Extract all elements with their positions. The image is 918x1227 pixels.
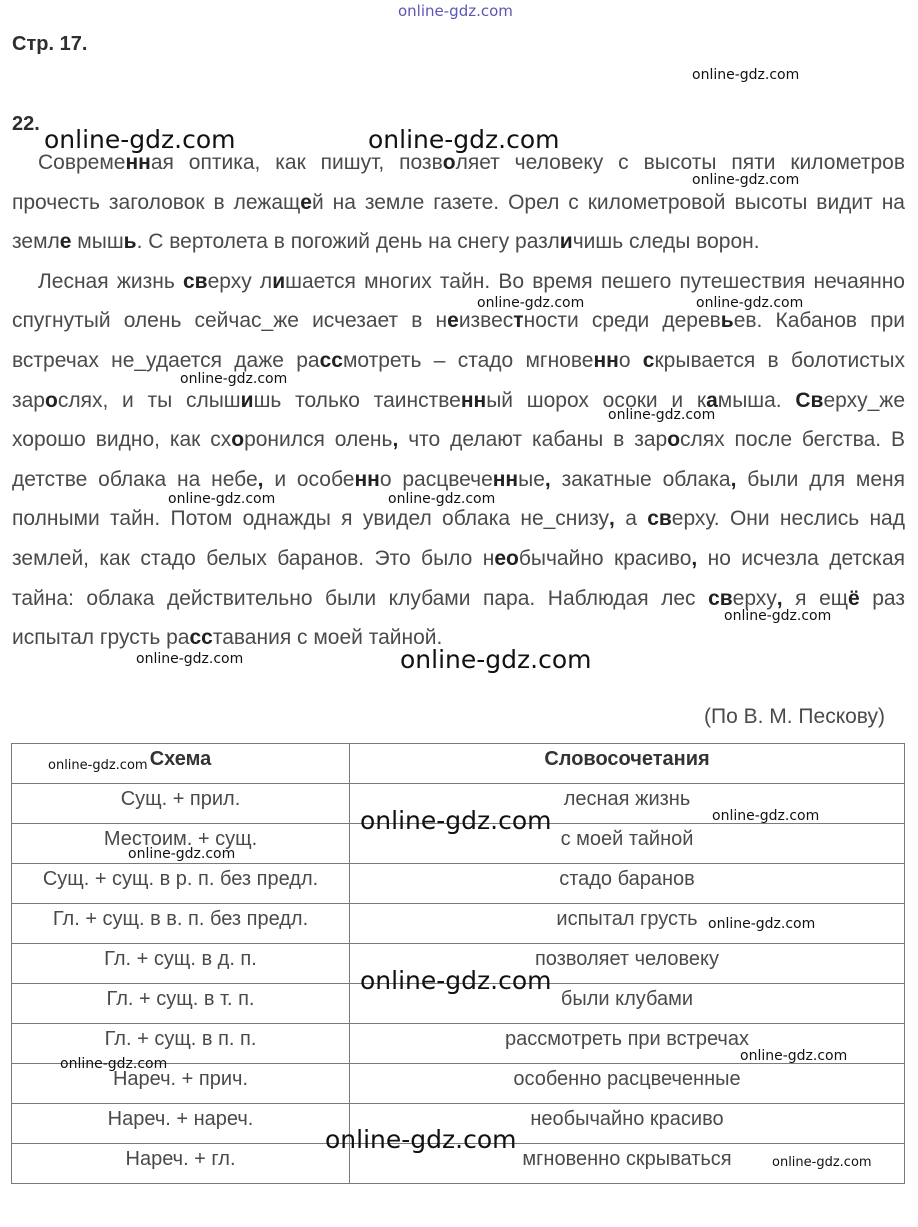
scheme-cell: Местоим. + сущ. <box>12 824 350 864</box>
highlighted-letters: нн <box>460 388 487 412</box>
watermark: online-gdz.com <box>772 1155 872 1170</box>
scheme-cell: Нареч. + гл. <box>12 1144 350 1184</box>
watermark-top: online-gdz.com <box>398 2 513 20</box>
watermark: online-gdz.com <box>136 651 244 667</box>
highlighted-letters: с <box>642 348 655 372</box>
highlighted-letters: и <box>559 230 573 254</box>
watermark: online-gdz.com <box>360 966 552 995</box>
watermark: online-gdz.com <box>168 491 276 507</box>
highlighted-letters: а <box>706 388 718 412</box>
highlighted-letters: ео <box>494 546 519 570</box>
highlighted-letters: ь <box>123 230 137 254</box>
scheme-cell: Гл. + сущ. в п. п. <box>12 1024 350 1064</box>
exercise-text <box>12 143 905 658</box>
watermark: online-gdz.com <box>60 1056 168 1072</box>
highlighted-letters: е <box>300 190 312 214</box>
highlighted-letters: , <box>544 467 551 491</box>
highlighted-letters: , <box>257 467 264 491</box>
table-row <box>12 864 905 904</box>
scheme-cell: Сущ. + прил. <box>12 784 350 824</box>
text-paragraph: Лесная жизнь сверху лишается многих тайн. Во время пешего путешествия нечаянно спугнутый олень сейчас_же исчезает в неизвестности среди деревьев. Кабанов при встречах не_удается даже рассмотреть – стадо мгновенно скрывается в болотистых зарослях, и ты слышишь только таинственный шорох осоки и камыша. Сверху_же хорошо видно, как схоронился олень, что делают кабаны в зарослях после бегства. В детстве облака на небе, и особенно расцвеченные, закатные облака, были для меня полными тайн. Потом однажды я увидел облака не_снизу, а сверху. Они неслись над землей, как стадо белых баранов. Это было необычайно красиво, но исчезла детская тайна: облака действительно были клубами пара. Наблюдая лес сверху, я ещё раз испытал грусть расставания с моей тайной. <box>12 269 906 650</box>
phrase-cell: лесная жизнь <box>350 784 905 824</box>
watermark: online-gdz.com <box>724 608 832 624</box>
highlighted-letters: и <box>272 269 286 293</box>
source-attribution: (По В. М. Пескову) <box>703 705 885 728</box>
highlighted-letters: св <box>708 586 733 610</box>
highlighted-letters: Св <box>795 388 824 412</box>
highlighted-letters: , <box>691 546 698 570</box>
text-paragraph: Современная оптика, как пишут, позволяет человеку с высоты пяти километров прочесть заголовок в лежащей на земле газете. Орел с километровой высоты видит на земле мышь. С вертолета в погожий день на снегу различишь следы ворон. <box>12 151 905 254</box>
watermark: online-gdz.com <box>388 491 496 507</box>
header-phrases: Словосочетания <box>350 744 905 784</box>
phrase-cell: стадо баранов <box>350 864 905 904</box>
watermark: online-gdz.com <box>692 172 800 188</box>
watermark: online-gdz.com <box>325 1125 517 1154</box>
scheme-cell: Гл. + сущ. в в. п. без предл. <box>12 904 350 944</box>
highlighted-letters: , <box>392 428 399 452</box>
watermark: online-gdz.com <box>708 916 816 932</box>
highlighted-letters: нн <box>125 151 151 174</box>
highlighted-letters: о <box>231 428 245 452</box>
phrase-cell: испытал грусть <box>350 904 905 944</box>
watermark: online-gdz.com <box>608 407 716 423</box>
highlighted-letters: , <box>730 467 737 491</box>
highlighted-letters: нн <box>492 467 519 491</box>
watermark: online-gdz.com <box>477 295 585 311</box>
watermark: online-gdz.com <box>696 295 804 311</box>
watermark: online-gdz.com <box>740 1048 848 1064</box>
highlighted-letters: нн <box>593 348 619 372</box>
phrase-cell: позволяет человеку <box>350 944 905 984</box>
phrase-cell: рассмотреть при встречах <box>350 1024 905 1064</box>
phrase-cell: были клубами <box>350 984 905 1024</box>
highlighted-letters: сс <box>319 348 343 372</box>
scheme-cell: Сущ. + сущ. в р. п. без предл. <box>12 864 350 904</box>
highlighted-letters: ё <box>848 586 860 610</box>
page-label: Стр. 17. <box>12 33 88 55</box>
watermark: online-gdz.com <box>180 371 288 387</box>
highlighted-letters: о <box>667 428 681 452</box>
exercise-number: 22. <box>12 113 40 135</box>
highlighted-letters: е <box>59 230 72 254</box>
watermark: online-gdz.com <box>360 806 552 835</box>
phrase-cell: особенно расцвеченные <box>350 1064 905 1104</box>
scheme-cell: Гл. + сущ. в т. п. <box>12 984 350 1024</box>
watermark: online-gdz.com <box>44 125 236 154</box>
highlighted-letters: ь <box>720 309 734 333</box>
header-scheme: Схема <box>12 744 350 784</box>
highlighted-letters: о <box>442 151 456 174</box>
watermark: online-gdz.com <box>368 125 560 154</box>
highlighted-letters: , <box>609 507 615 531</box>
scheme-cell: Нареч. + прич. <box>12 1064 350 1104</box>
watermark: online-gdz.com <box>128 846 236 862</box>
phrase-cell: необычайно красиво <box>350 1104 905 1144</box>
highlighted-letters: нн <box>354 467 380 491</box>
scheme-cell: Гл. + сущ. в д. п. <box>12 944 350 984</box>
phrase-cell: мгновенно скрываться <box>350 1144 905 1184</box>
highlighted-letters: и <box>240 388 254 412</box>
highlighted-letters: сс <box>189 626 213 650</box>
highlighted-letters: т <box>513 309 524 333</box>
watermark: online-gdz.com <box>400 645 592 674</box>
scheme-cell: Нареч. + нареч. <box>12 1104 350 1144</box>
highlighted-letters: е <box>447 309 459 333</box>
watermark: online-gdz.com <box>692 67 800 83</box>
highlighted-letters: о <box>45 388 58 412</box>
highlighted-letters: св <box>647 507 672 531</box>
highlighted-letters: св <box>183 269 208 293</box>
highlighted-letters: , <box>776 586 783 610</box>
watermark: online-gdz.com <box>712 808 820 824</box>
phrase-cell: с моей тайной <box>350 824 905 864</box>
watermark: online-gdz.com <box>48 758 148 773</box>
